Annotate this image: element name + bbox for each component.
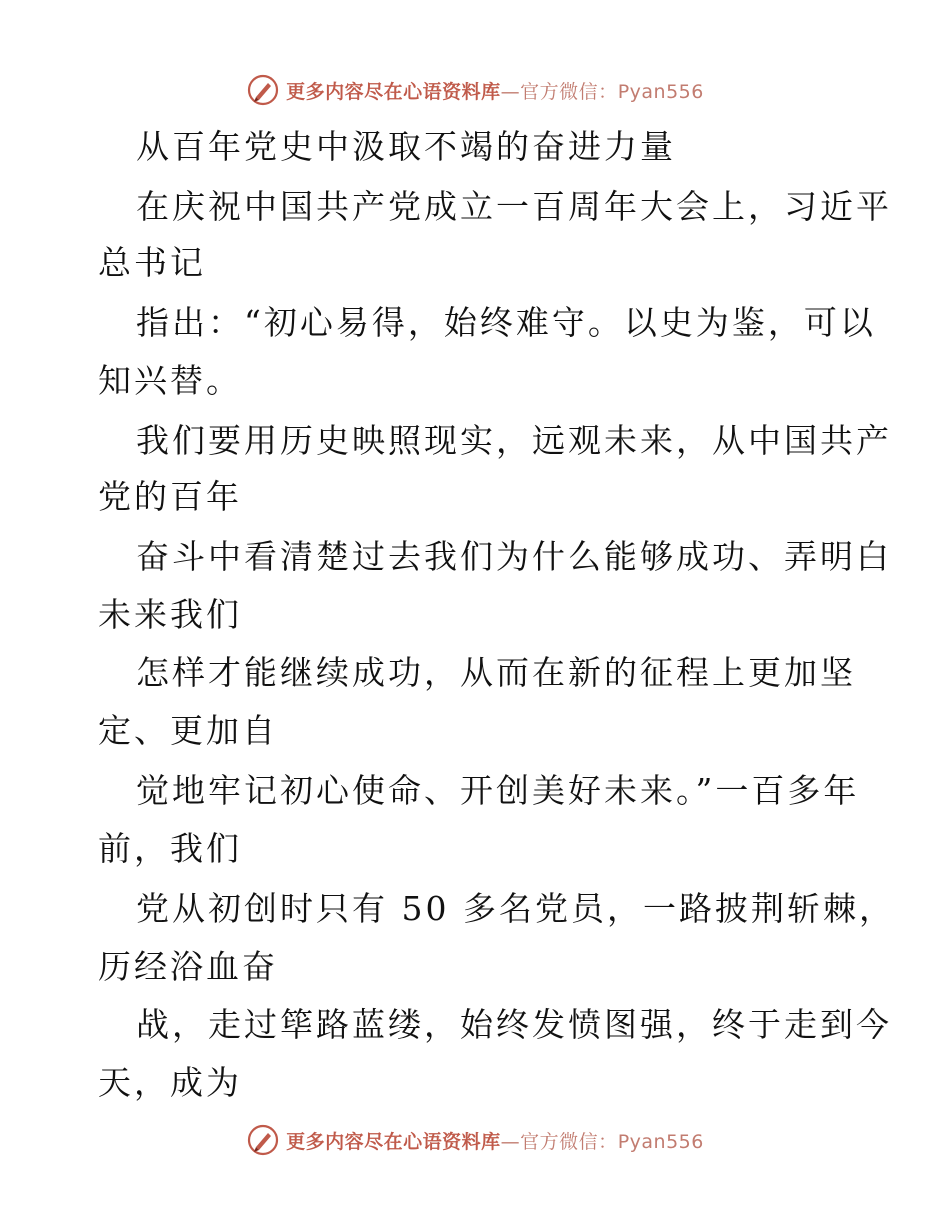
document-line: 前，我们	[98, 829, 242, 868]
watermark-dash: —	[500, 80, 521, 103]
pen-logo-icon	[246, 1123, 280, 1157]
document-line: 定、更加自	[98, 711, 278, 750]
watermark-wechat-label: 官方微信：	[520, 1130, 618, 1153]
watermark-site-name: 更多内容尽在心语资料库	[286, 80, 501, 103]
document-title: 从百年党史中汲取不竭的奋进力量	[136, 127, 676, 166]
document-line: 奋斗中看清楚过去我们为什么能够成功、弄明白	[136, 537, 892, 576]
footer-watermark-banner	[0, 1120, 950, 1160]
document-line: 觉地牢记初心使命、开创美好未来。”一百多年	[136, 771, 860, 810]
watermark-dash: —	[500, 1130, 521, 1153]
document-line: 总书记	[98, 243, 206, 282]
watermark-wechat-id: Pyan556	[617, 1130, 704, 1153]
watermark-wechat-label: 官方微信：	[520, 80, 618, 103]
document-line: 我们要用历史映照现实，远观未来，从中国共产	[136, 421, 892, 460]
document-line: 知兴替。	[98, 361, 242, 400]
document-line: 未来我们	[98, 595, 242, 634]
watermark-wechat-id: Pyan556	[617, 80, 704, 103]
document-line: 天，成为	[98, 1063, 242, 1102]
document-line: 战，走过筚路蓝缕，始终发愤图强，终于走到今	[136, 1005, 892, 1044]
watermark-site-name: 更多内容尽在心语资料库	[286, 1130, 501, 1153]
document-line: 怎样才能继续成功，从而在新的征程上更加坚	[136, 653, 856, 692]
footer-watermark-text	[286, 1127, 704, 1154]
document-line: 指出：“初心易得，始终难守。以史为鉴，可以	[136, 303, 876, 342]
document-line: 党从初创时只有 50 多名党员，一路披荆斩棘，	[136, 889, 895, 928]
document-line: 在庆祝中国共产党成立一百周年大会上，习近平	[136, 187, 892, 226]
document-line: 历经浴血奋	[98, 947, 278, 986]
document-line: 党的百年	[98, 477, 242, 516]
